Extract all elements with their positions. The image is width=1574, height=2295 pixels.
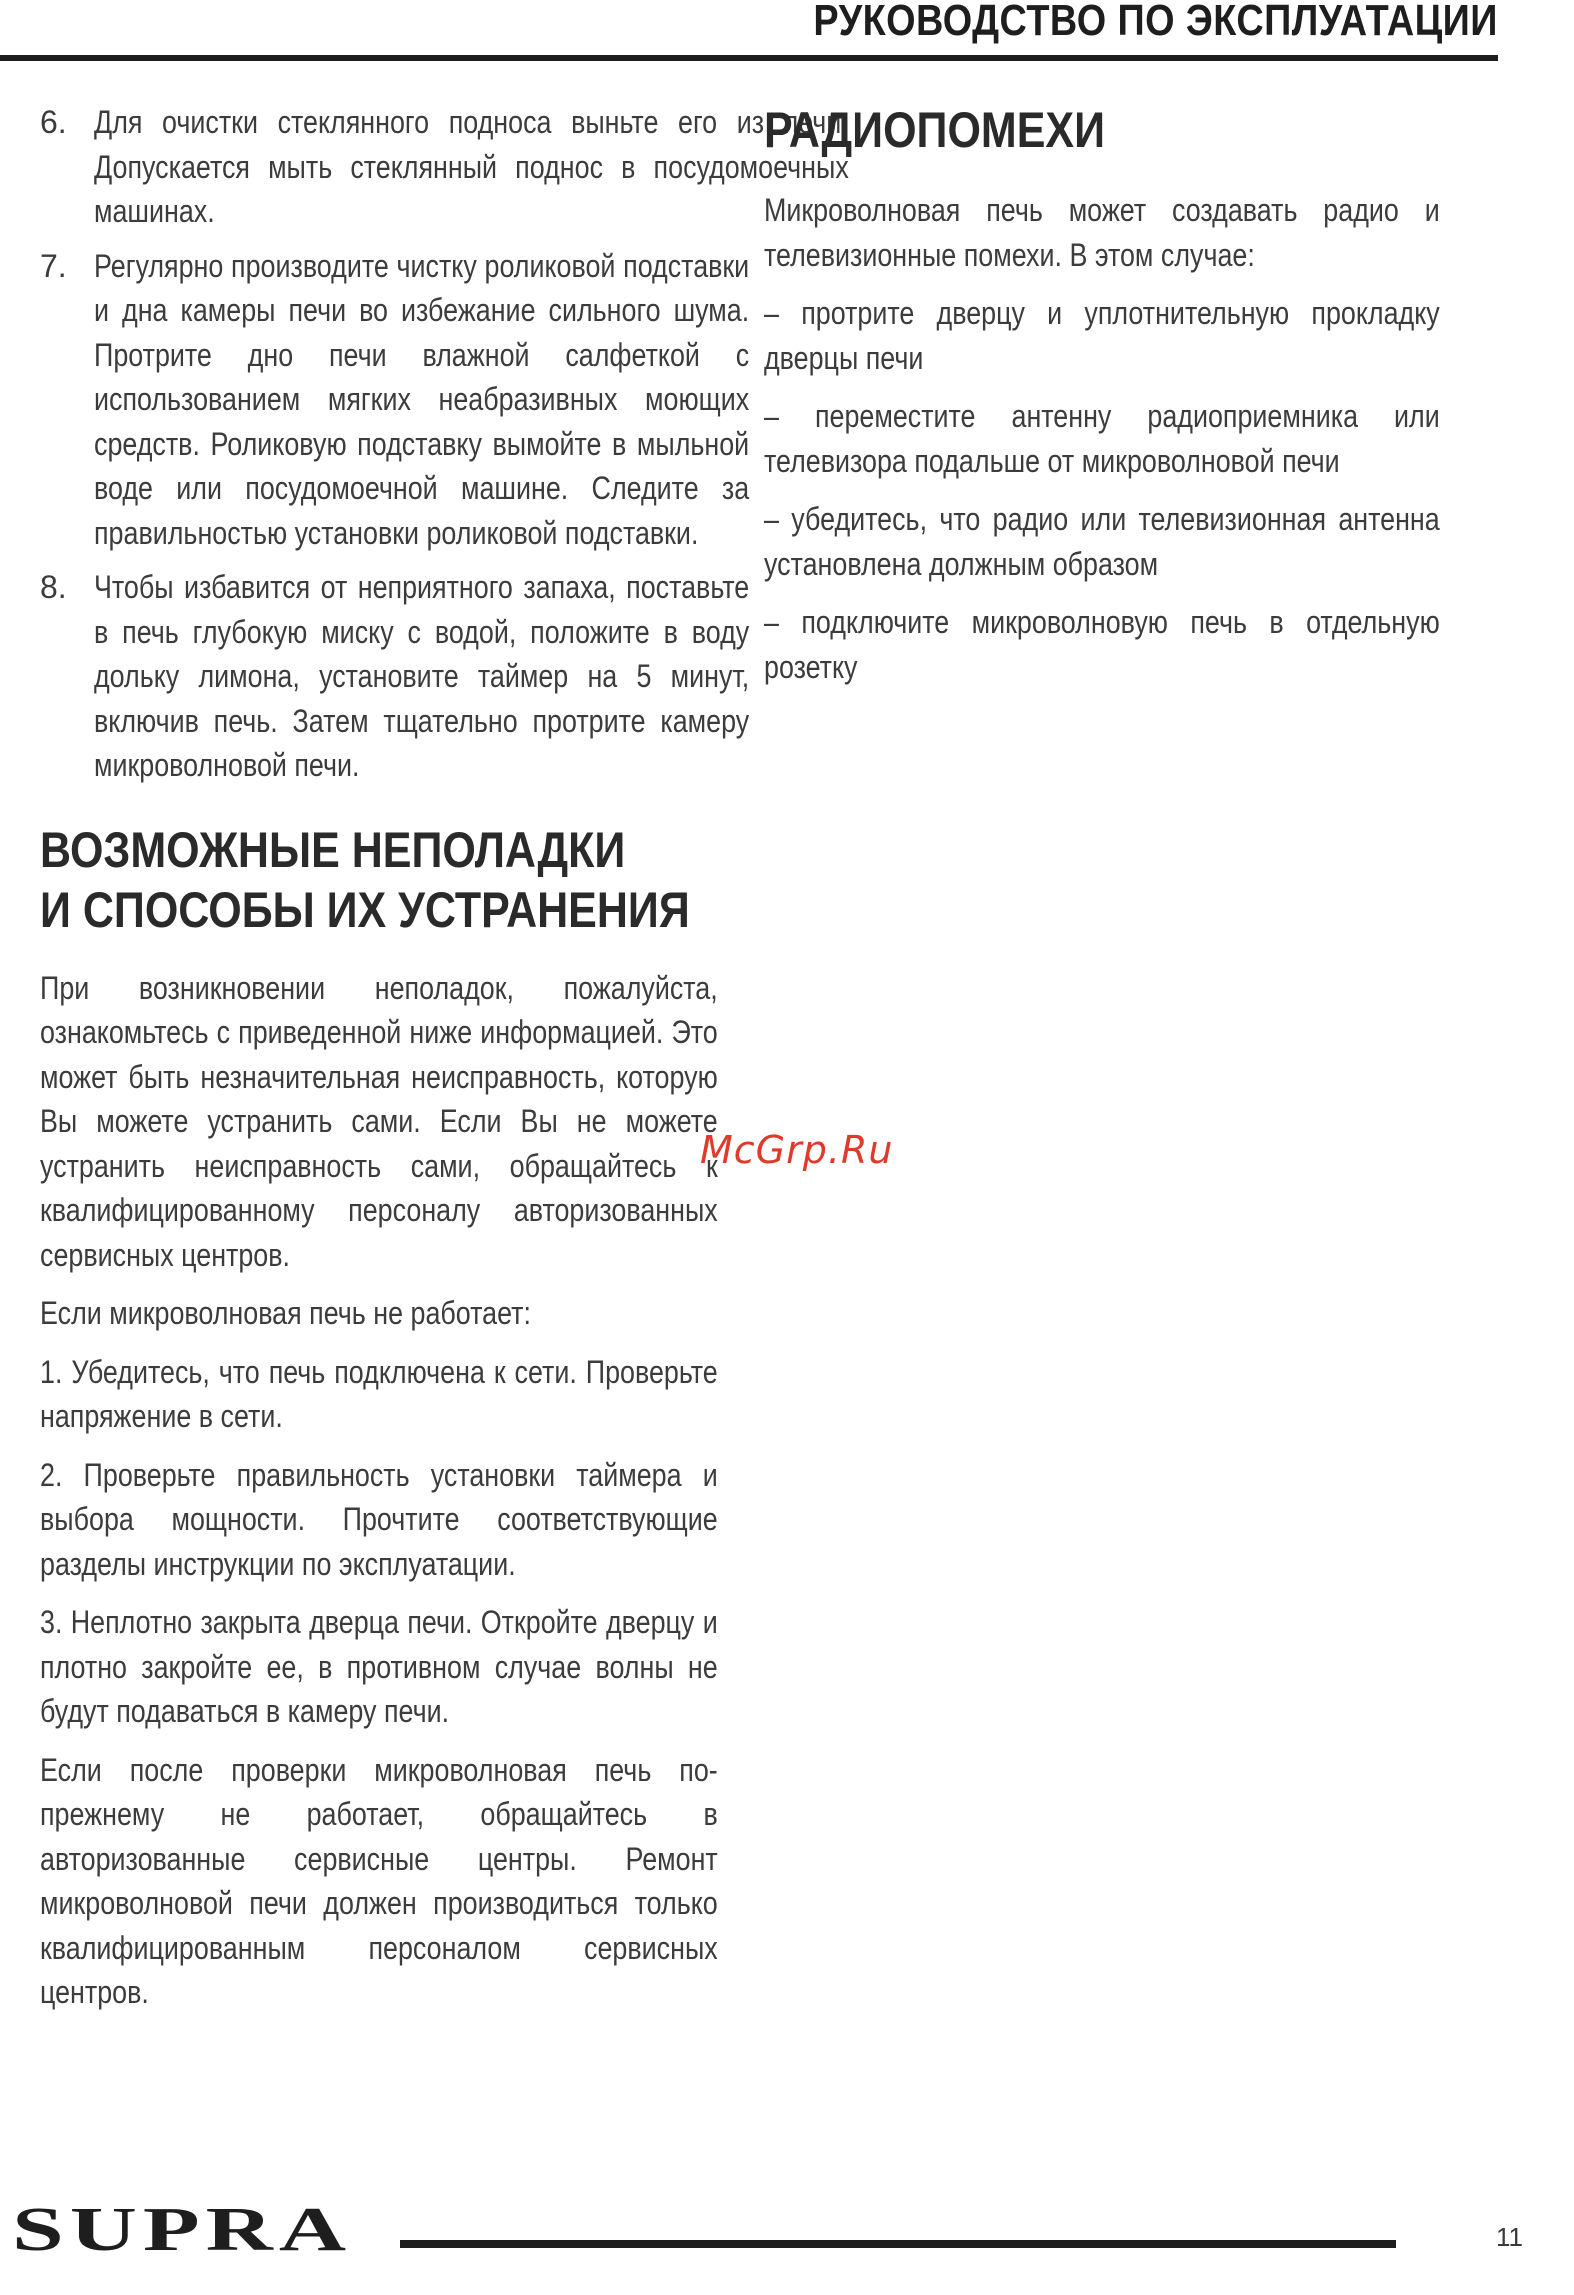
list-item-text: Для очистки стеклянного подноса выньте его из печи. Допускается мыть стеклянный поднос в посудомоечных машинах. <box>94 104 849 229</box>
svg-text:SUPRA: SUPRA <box>12 2196 352 2260</box>
supra-logo <box>12 2196 356 2260</box>
list-item <box>40 244 750 556</box>
list-item <box>40 100 849 234</box>
watermark: McGrp.Ru <box>700 1128 894 1172</box>
cleaning-steps-list <box>40 100 849 788</box>
list-item: – подключите микроволновую печь в отдельную розетку <box>764 604 1440 685</box>
list-item-number: 7. <box>40 247 67 284</box>
page-header-title: РУКОВОДСТВО ПО ЭКСПЛУАТАЦИИ <box>813 0 1498 45</box>
section-title-radio-interference: РАДИОПОМЕХИ <box>764 102 1105 158</box>
page-number: 11 <box>1496 2222 1523 2252</box>
paragraph: 1. Убедитесь, что печь подключена к сети. Проверьте напряжение в сети. <box>40 1353 718 1434</box>
list-item: – переместите антенну радиоприемника или телевизора подальше от микроволновой печи <box>764 398 1440 479</box>
list-item <box>40 565 750 788</box>
footer-rule <box>400 2240 1396 2248</box>
section-title-troubleshooting-line1: ВОЗМОЖНЫЕ НЕПОЛАДКИ <box>40 821 626 878</box>
list-item-text: Чтобы избавится от неприятного запаха, поставьте в печь глубокую миску с водой, положите в воду дольку лимона, установите таймер на 5 минут, включив печь. Затем тщательно протрите камеру микроволновой печи. <box>94 569 750 783</box>
paragraph: 2. Проверьте правильность установки таймера и выбора мощности. Прочтите соответствующие разделы инструкции по эксплуатации. <box>40 1456 718 1582</box>
section-title-troubleshooting-line2: И СПОСОБЫ ИХ УСТРАНЕНИЯ <box>40 881 690 938</box>
paragraph: При возникновении неполадок, пожалуйста, ознакомьтесь с приведенной ниже информацией. Это может быть незначительная неисправность, которую Вы можете устранить сами. Если Вы не можете устранить неисправность сами, обращайтесь к квалифицированному персоналу авторизованных сервисных центров. <box>40 969 718 1273</box>
paragraph: Если после проверки микроволновая печь по-прежнему не работает, обращайтесь в авторизованные сервисные центры. Ремонт микроволновой печи должен производиться только квалифицированным персоналом сервисных центров. <box>40 1751 718 2010</box>
paragraph: Микроволновая печь может создавать радио и телевизионные помехи. В этом случае: <box>764 192 1440 273</box>
list-item-text: Регулярно производите чистку роликовой подставки и дна камеры печи во избежание сильного шума. Протрите дно печи влажной салфеткой с использованием мягких неабразивных моющих средств. Роликовую подставку вымойте в мыльной воде или посудомоечной машине. Следите за правильностью установки роликовой подставки. <box>94 247 750 551</box>
list-item: – убедитесь, что радио или телевизионная антенна установлена должным образом <box>764 501 1440 582</box>
paragraph: Если микроволновая печь не работает: <box>40 1295 531 1331</box>
header-rule <box>0 55 1498 61</box>
paragraph: 3. Неплотно закрыта дверца печи. Откройте дверцу и плотно закройте ее, в противном случае волны не будут подаваться в камеру печи. <box>40 1604 718 1729</box>
list-item-number: 6. <box>40 104 67 140</box>
list-item-number: 8. <box>40 569 67 605</box>
list-item: – протрите дверцу и уплотнительную прокладку дверцы печи <box>764 295 1440 376</box>
right-column <box>764 100 1440 703</box>
